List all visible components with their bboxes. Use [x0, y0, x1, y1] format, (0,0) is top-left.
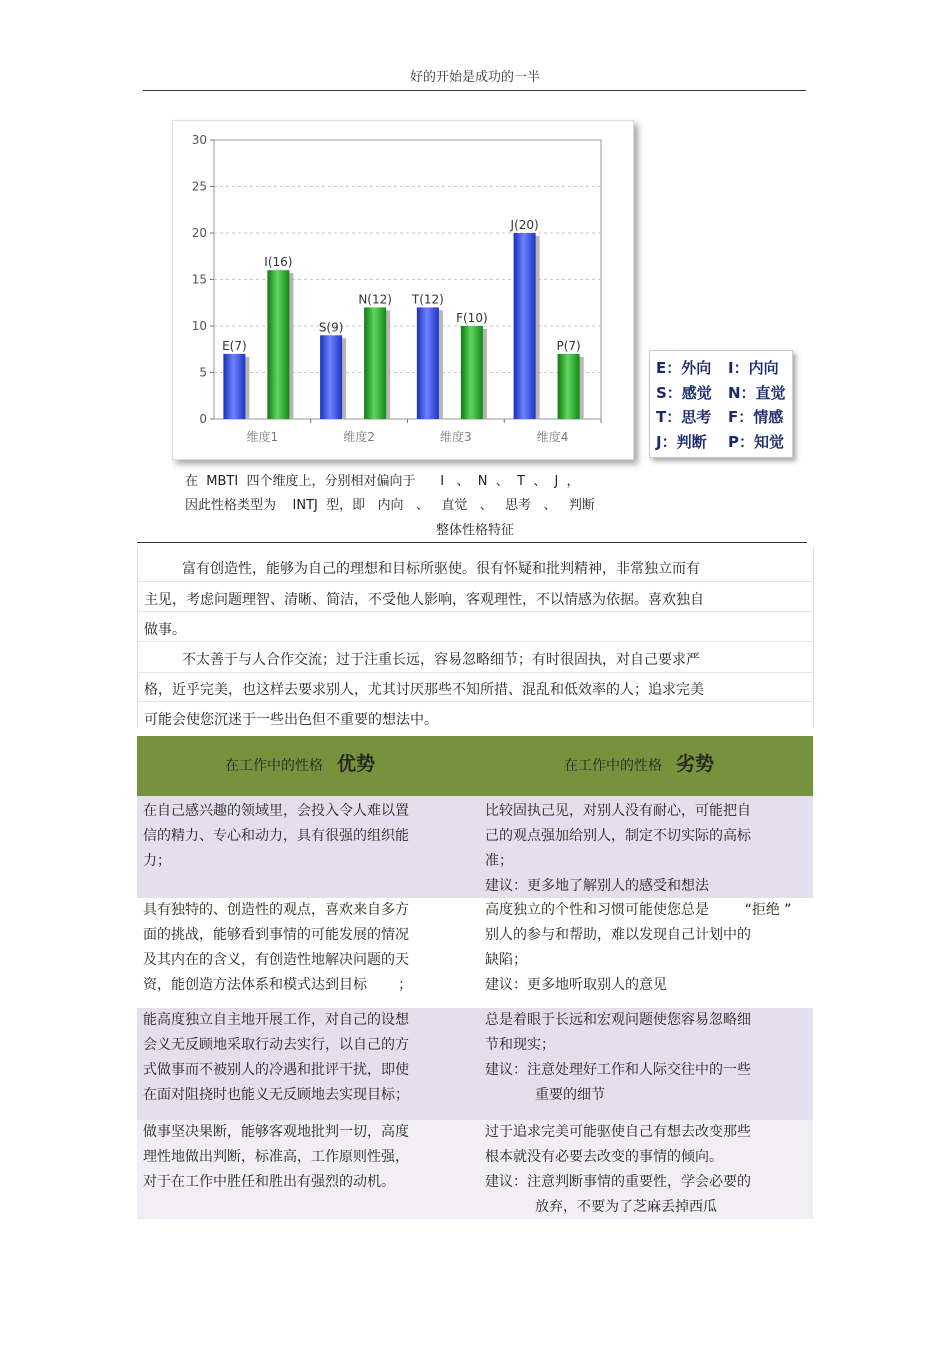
bar [267, 270, 289, 419]
mbti-bar-chart [172, 120, 634, 460]
weakness-cell [485, 799, 795, 899]
legend-entry: I：内向 [728, 359, 779, 377]
trait-text: 不太善于与人合作交流；过于注重长远，容易忽略细节；有时很固执，对自己要求严 [182, 652, 700, 668]
cell-line: 总是着眼于长远和宏观问题使您容易忽略细 [485, 1012, 751, 1028]
legend-row [656, 406, 783, 427]
y-tick-label: 30 [191, 133, 207, 147]
legend-entry: T：思考 [656, 408, 712, 426]
data-label: T(12) [411, 292, 444, 307]
strength-cell [143, 1008, 443, 1108]
cell-line: 理性地做出判断，标准高，工作原则性强， [143, 1149, 409, 1165]
cell-line: 过于追求完美可能驱使自己有想去改变那些 [485, 1124, 751, 1140]
cell-line: 放弃，不要为了芝麻丢掉西瓜 [535, 1199, 717, 1215]
cell-line: 对于在工作中胜任和胜出有强烈的动机。 [143, 1174, 395, 1190]
cell-line: 信的精力、专心和动力，具有很强的组织能 [143, 828, 409, 844]
x-tick-label: 维度4 [536, 430, 569, 444]
cell-line: 根本就没有必要去改变的事情的倾向。 [485, 1149, 723, 1165]
bar [320, 335, 342, 419]
cell-line: 重要的细节 [535, 1087, 605, 1103]
cell-line: 己的观点强加给别人，制定不切实际的高标 [485, 828, 751, 844]
legend-entry: S：感觉 [656, 384, 712, 402]
bar [558, 354, 580, 419]
legend-row [656, 431, 784, 452]
legend-row [656, 357, 779, 378]
cell-line: 做事坚决果断，能够客观地批判一切，高度 [143, 1124, 409, 1140]
y-tick-label: 10 [191, 319, 207, 333]
weakness-cell [485, 1120, 795, 1220]
legend-entry: F：情感 [728, 408, 784, 426]
cell-line: 建议：更多地听取别人的意见 [485, 977, 667, 993]
bar [417, 307, 439, 419]
bar [364, 307, 386, 419]
trait-text: 主见，考虑问题理智、清晰、简洁，不受他人影响，客观理性，不以情感为依据。喜欢独自 [144, 592, 704, 608]
weakness-cell [485, 898, 795, 998]
cell-line: 准； [485, 853, 513, 869]
work-traits-table [137, 736, 813, 1219]
section-divider [137, 542, 807, 543]
cell-line: 比较固执己见，对别人没有耐心，可能把自 [485, 803, 751, 819]
bar [223, 354, 245, 419]
trait-text: 富有创造性，能够为自己的理想和目标所驱使。很有怀疑和批判精神，非常独立而有 [182, 561, 700, 577]
header-emphasis: 劣势 [676, 753, 715, 775]
page-header-title: 好的开始是成功的一半 [409, 70, 540, 85]
cell-line: 在自己感兴趣的领域里，会投入令人难以置 [143, 803, 409, 819]
personality-type-summary: 因此性格类型为 INTJ 型，即 内向 、 直觉 、 思考 、 判断 [185, 498, 595, 513]
trait-text: 做事。 [144, 622, 186, 638]
trait-text: 格，近乎完美，也这样去要求别人，尤其讨厌那些不知所措、混乱和低效率的人；追求完美 [144, 682, 704, 698]
cell-line: 节和现实； [485, 1037, 555, 1053]
x-tick-label: 维度2 [343, 430, 375, 444]
table-row [137, 1120, 813, 1219]
legend-entry: P：知觉 [728, 433, 784, 451]
x-tick-label: 维度1 [246, 430, 279, 444]
x-tick-label: 维度3 [440, 430, 472, 444]
section-title: 整体性格特征 [435, 523, 514, 538]
cell-line: 资，能创造方法体系和模式达到目标 ； [143, 977, 413, 993]
data-label: I(16) [264, 255, 293, 270]
bar [514, 233, 536, 419]
y-tick-label: 20 [191, 226, 207, 240]
bar [461, 326, 483, 419]
data-label: N(12) [358, 292, 392, 307]
table-row [137, 1008, 813, 1120]
cell-line: 建议：注意处理好工作和人际交往中的一些 [485, 1062, 751, 1078]
chart-canvas [173, 121, 633, 459]
data-label: P(7) [556, 338, 581, 353]
header-emphasis: 优势 [337, 753, 376, 775]
legend-entry: J：判断 [656, 433, 707, 451]
dimension-summary: 在 MBTI 四个维度上，分别相对偏向于 I 、 N 、 T 、 J ， [185, 474, 580, 489]
table-header [137, 736, 813, 796]
data-label: J(20) [510, 218, 539, 232]
cell-line: 会义无反顾地采取行动去实行，以自己的方 [143, 1037, 409, 1053]
table-row [137, 898, 813, 1008]
data-label: S(9) [318, 320, 344, 335]
header-label: 在工作中的性格 [564, 758, 662, 774]
y-tick-label: 5 [199, 365, 207, 380]
row-divider [138, 611, 813, 612]
cell-line: 力； [143, 853, 171, 869]
strengths-header [225, 736, 375, 796]
data-label: F(10) [456, 311, 488, 325]
cell-line: 缺陷； [485, 952, 527, 968]
cell-line: 式做事而不被别人的冷遇和批评干扰，即使 [143, 1062, 409, 1078]
strength-cell [143, 1120, 443, 1195]
overall-traits [137, 548, 814, 728]
y-tick-label: 15 [191, 272, 207, 287]
cell-line: 建议：更多地了解别人的感受和想法 [485, 878, 709, 894]
cell-line: 具有独特的、创造性的观点，喜欢来自多方 [143, 902, 409, 918]
row-divider [138, 581, 813, 582]
row-divider [138, 672, 813, 673]
data-label: E(7) [222, 338, 247, 353]
row-divider [138, 641, 813, 642]
y-tick-label: 0 [199, 412, 207, 426]
legend-row [656, 382, 786, 403]
legend-entry: N：直觉 [728, 384, 786, 402]
strength-cell [143, 898, 443, 998]
cell-line: 面的挑战，能够看到事情的可能发展的情况 [143, 927, 409, 943]
cell-line: 建议：注意判断事情的重要性，学会必要的 [485, 1174, 751, 1190]
strength-cell [143, 799, 443, 874]
header-label: 在工作中的性格 [225, 758, 323, 774]
trait-text: 可能会使您沉迷于一些出色但不重要的想法中。 [144, 712, 438, 728]
cell-line: 高度独立的个性和习惯可能使您总是 “拒绝 ” [485, 902, 792, 918]
cell-line: 能高度独立自主地开展工作，对自己的设想 [143, 1012, 409, 1028]
cell-line: 别人的参与和帮助，难以发现自己计划中的 [485, 927, 751, 943]
legend-entry: E：外向 [656, 359, 712, 377]
cell-line: 及其内在的含义，有创造性地解决问题的天 [143, 952, 409, 968]
row-divider [138, 701, 813, 702]
y-tick-label: 25 [191, 179, 207, 194]
dimension-legend [649, 350, 793, 458]
weakness-cell [485, 1008, 795, 1108]
header-divider [143, 90, 806, 91]
cell-line: 在面对阻挠时也能义无反顾地去实现目标； [143, 1087, 409, 1103]
table-row [137, 796, 813, 898]
weaknesses-header [564, 736, 714, 796]
